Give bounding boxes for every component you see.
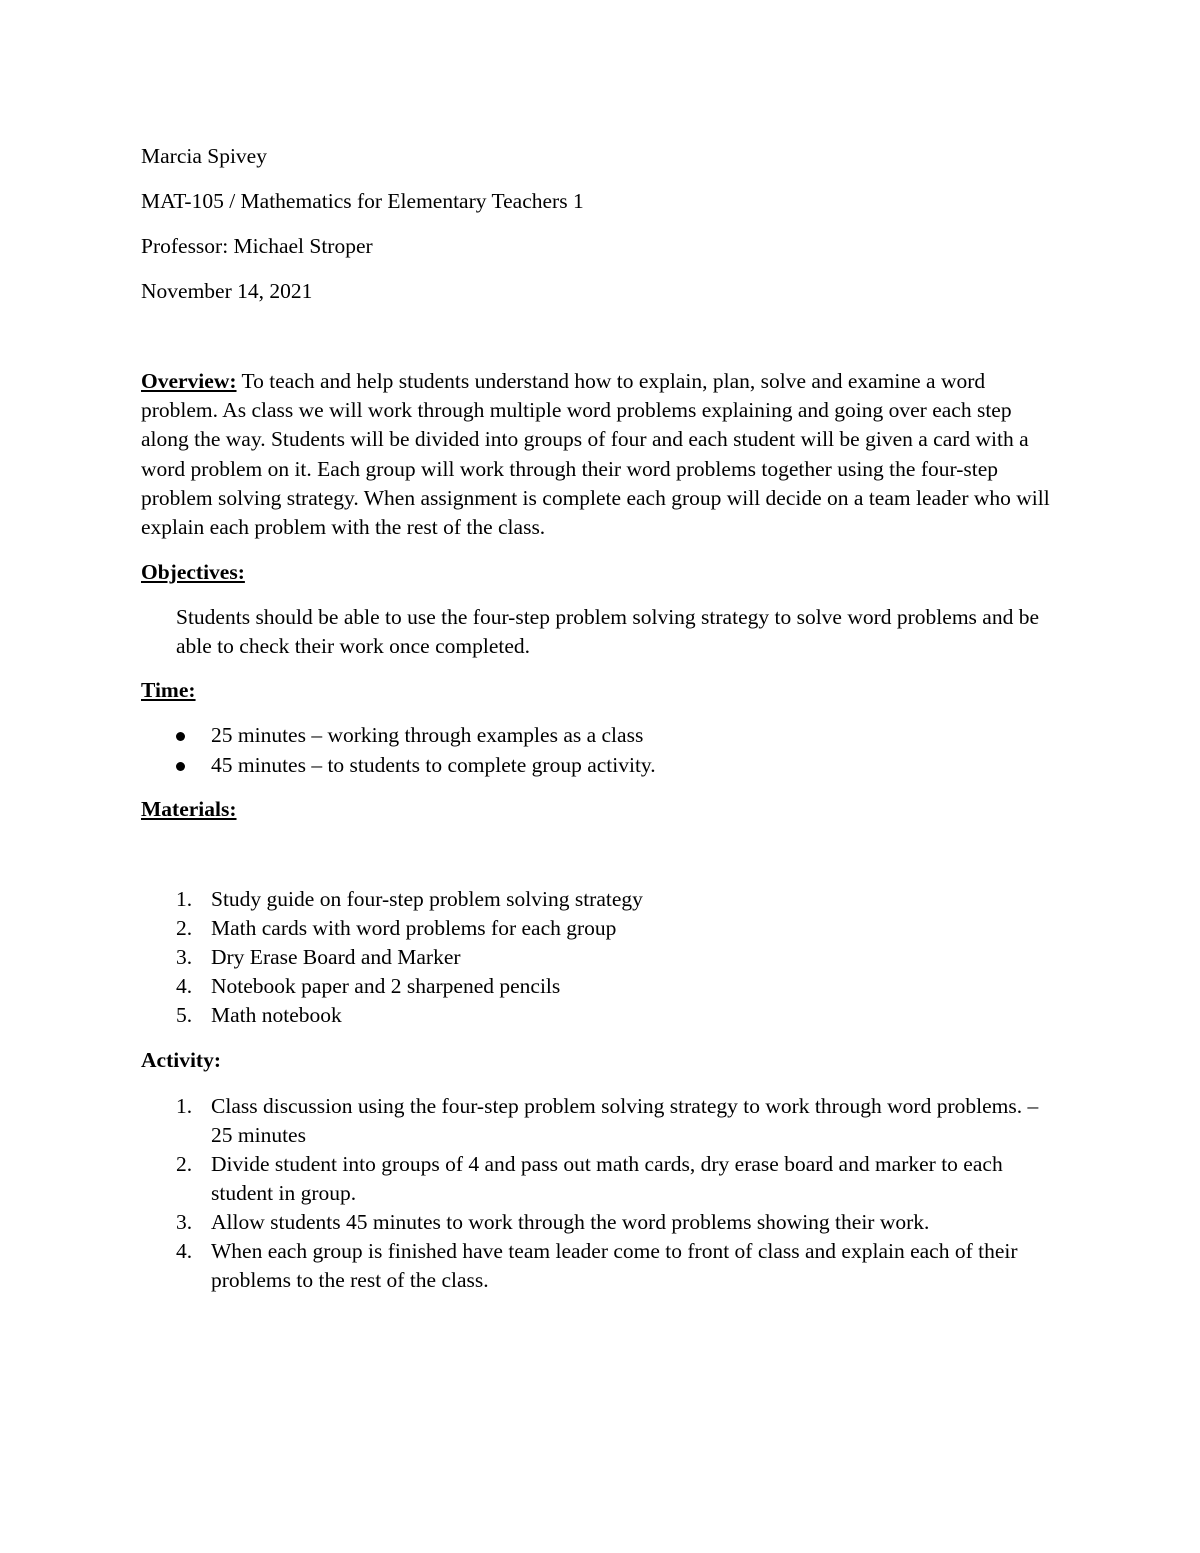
materials-item-text: Notebook paper and 2 sharpened pencils xyxy=(211,974,561,998)
materials-heading: Materials: xyxy=(141,797,237,821)
bullet-icon xyxy=(176,732,185,741)
time-item-text: 25 minutes – working through examples as a class xyxy=(211,723,644,747)
overview-text: To teach and help students understand how to explain, plan, solve and examine a word problem. As class we will work through multiple word problems explaining and going over each step along the way. Students will be divided into groups of four and each student will be given a card with a word problem on it. Each group will work through their word problems together using the four-step problem solving strategy. When assignment is complete each group will decide on a team leader who will explain each problem with the rest of the class. xyxy=(141,369,1050,540)
materials-item-text: Study guide on four-step problem solving strategy xyxy=(211,887,643,911)
list-number: 4. xyxy=(176,974,193,998)
list-number: 1. xyxy=(176,1094,193,1118)
activity-heading: Activity: xyxy=(141,1048,221,1072)
time-heading: Time: xyxy=(141,678,196,702)
activity-item-text: Class discussion using the four-step problem solving strategy to work through word problems. – 25 minutes xyxy=(211,1094,1039,1147)
objectives-text: Students should be able to use the four-step problem solving strategy to solve word problems and be able to check their work once completed. xyxy=(176,605,1040,658)
activity-item-text: Divide student into groups of 4 and pass out math cards, dry erase board and marker to each student in group. xyxy=(211,1152,1003,1205)
bullet-icon xyxy=(176,762,185,771)
list-number: 5. xyxy=(176,1003,193,1027)
overview-heading: Overview: xyxy=(141,369,237,393)
list-number: 3. xyxy=(176,945,193,969)
overview-paragraph xyxy=(141,367,1059,542)
list-number: 2. xyxy=(176,1152,193,1176)
list-number: 1. xyxy=(176,887,193,911)
objectives-heading: Objectives: xyxy=(141,560,245,584)
activity-item-text: Allow students 45 minutes to work through the word problems showing their work. xyxy=(211,1210,930,1234)
activity-item-text: When each group is finished have team leader come to front of class and explain each of their problems to the rest of the class. xyxy=(211,1239,1018,1292)
author-name: Marcia Spivey xyxy=(141,144,267,168)
materials-item-text: Math cards with word problems for each group xyxy=(211,916,617,940)
document-date: November 14, 2021 xyxy=(141,279,313,303)
materials-item-text: Math notebook xyxy=(211,1003,342,1027)
professor-line: Professor: Michael Stroper xyxy=(141,234,373,258)
list-number: 4. xyxy=(176,1239,193,1263)
time-item-text: 45 minutes – to students to complete group activity. xyxy=(211,753,656,777)
list-number: 2. xyxy=(176,916,193,940)
course-title: MAT-105 / Mathematics for Elementary Teachers 1 xyxy=(141,189,584,213)
list-number: 3. xyxy=(176,1210,193,1234)
materials-item-text: Dry Erase Board and Marker xyxy=(211,945,461,969)
